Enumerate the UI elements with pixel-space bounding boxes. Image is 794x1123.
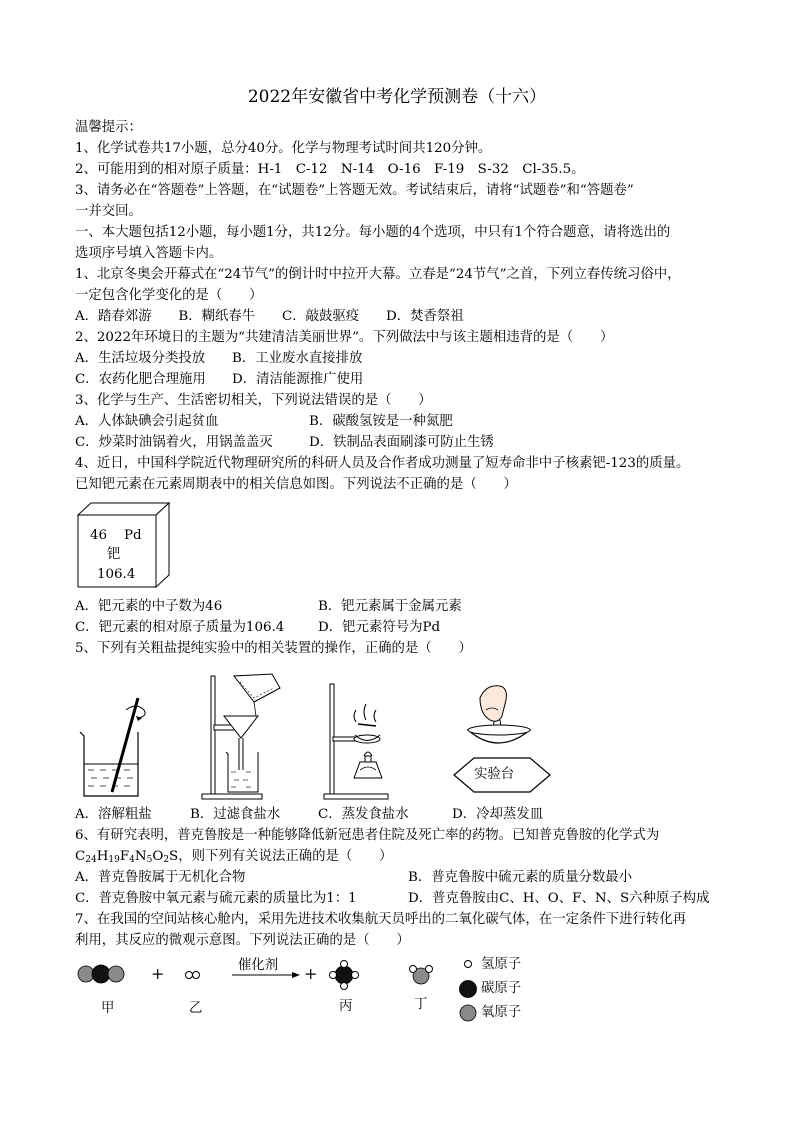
- filtration-figure: [196, 672, 296, 800]
- q2-option-b: B．工业废水直接排放: [232, 351, 363, 366]
- q2-option-a: A．生活垃圾分类投放: [75, 351, 206, 366]
- lab-platform-label: 实验台: [474, 767, 515, 782]
- evaporation-figure: [322, 678, 402, 800]
- q2-option-d: D．清洁能源推广使用: [232, 372, 364, 387]
- q3-stem: 3、化学与生产、生活密切相关，下列说法错误的是（ ）: [75, 393, 432, 408]
- q2-stem: 2、2022年环境日的主题为“共建清洁美丽世界”。下列做法中与该主题相违背的是（ ）: [75, 330, 614, 345]
- section1-instruction: 一、本大题包括12小题，每小题1分，共12分。每小题的4个选项，中只有1个符合题意，请将选出的: [75, 225, 671, 240]
- oxygen-atom-icon: [460, 1005, 476, 1021]
- cooling-dish-figure: [450, 680, 550, 762]
- notice-item-2: 2、可能用到的相对原子质量：H-1 C-12 N-14 O-16 F-19 S-32 Cl-35.5。: [75, 162, 585, 177]
- q5-option-a: A．溶解粗盐: [75, 807, 152, 822]
- hydrogen-atom-icon: [426, 966, 433, 973]
- element-atomic-number: 46: [90, 528, 108, 543]
- dissolving-beaker-figure: [76, 690, 160, 800]
- q4-option-b: B．钯元素属于金属元素: [318, 599, 462, 614]
- water-molecule-figure: [405, 958, 439, 990]
- hydrogen-atom-icon: [341, 983, 348, 990]
- element-symbol: Pd: [124, 528, 142, 543]
- q1-options: A．踏春郊游 B．糊纸春牛 C．敲鼓驱疫 D．焚香祭祖: [75, 309, 464, 324]
- hydrogen-atom-icon: [352, 972, 359, 979]
- q6-option-c: C．普克鲁胺中氧元素与硫元素的质量比为1：1: [75, 891, 357, 906]
- q5-stem: 5、下列有关粗盐提纯实验中的相关装置的操作，正确的是（ ）: [75, 641, 472, 656]
- legend-carbon: 碳原子: [481, 981, 522, 996]
- notice-item-3: 3、请务必在“答题卷”上答题，在“试题卷”上答题无效。考试结束后，请将“试题卷”和“答题卷”: [75, 183, 634, 198]
- q5-option-d: D．冷却蒸发皿: [452, 807, 544, 822]
- q6-stem: 6、有研究表明，普克鲁胺是一种能够降低新冠患者住院及死亡率的药物。已知普克鲁胺的化学式为: [75, 828, 660, 843]
- q6-option-a: A．普克鲁胺属于无机化合物: [75, 870, 246, 885]
- hydrogen-atom-icon: [410, 966, 417, 973]
- hydrogen-atom-icon: [193, 972, 200, 979]
- q4-stem-cont: 已知钯元素在元素周期表中的相关信息如图。下列说法不正确的是（ ）: [75, 477, 517, 492]
- q3-option-b: B．碳酸氢铵是一种氮肥: [309, 414, 453, 429]
- notice-item-1: 1、化学试卷共17小题，总分40分。化学与物理考试时间共120分钟。: [75, 141, 492, 156]
- legend-oxygen: 氧原子: [481, 1005, 522, 1020]
- hydrogen-atom-icon: [465, 961, 472, 968]
- element-name: 钯: [107, 547, 121, 562]
- q4-stem: 4、近日，中国科学院近代物理研究所的科研人员及合作者成功测量了短寿命非中子核素钯-123的质量。: [75, 456, 690, 471]
- atom-legend-icons: [458, 955, 482, 1023]
- carbon-atom-icon: [335, 966, 353, 984]
- q7-stem-cont: 利用，其反应的微观示意图。下列说法正确的是（ ）: [75, 933, 410, 948]
- q3-option-c: C．炒菜时油锅着火，用锅盖盖灭: [75, 435, 273, 450]
- q6-stem-cont: $C_{24}H_{19}F_4N_5O_2S$，则下列有关说法正确的是（ ）: [75, 849, 393, 865]
- carbon-atom-icon: [460, 981, 477, 998]
- q6-stem-tail: ，则下列有关说法正确的是（ ）: [178, 849, 393, 864]
- q4-option-d: D．钯元素符号为Pd: [318, 620, 441, 635]
- q5-option-b: B．过滤食盐水: [190, 807, 281, 822]
- legend-hydrogen: 氢原子: [481, 957, 522, 972]
- q3-option-d: D．铁制品表面刷漆可防止生锈: [309, 435, 494, 450]
- oxygen-atom-icon: [78, 966, 94, 982]
- plus-sign-1: +: [151, 964, 165, 983]
- q6-option-b: B．普克鲁胺中硫元素的质量分数最小: [408, 870, 633, 885]
- section1-instruction-cont: 选项序号填入答题卡内。: [75, 246, 223, 261]
- q5-option-c: C．蒸发食盐水: [318, 807, 409, 822]
- hydrogen-atom-icon: [341, 961, 348, 968]
- q4-option-a: A．钯元素的中子数为46: [75, 599, 223, 614]
- q4-option-c: C．钯元素的相对原子质量为106.4: [75, 620, 285, 635]
- molecule-label-jia: 甲: [101, 1001, 115, 1016]
- molecule-label-bing: 丙: [339, 999, 353, 1014]
- catalyst-label: 催化剂: [238, 958, 279, 973]
- notice-heading: 温馨提示：: [75, 120, 142, 135]
- molecule-label-yi: 乙: [189, 1001, 203, 1016]
- plus-sign-2: +: [304, 964, 318, 983]
- q7-stem: 7、在我国的空间站核心舱内，采用先进技术收集航天员呼出的二氧化碳气体，在一定条件下进行转化再: [75, 912, 687, 927]
- oxygen-atom-icon: [108, 966, 124, 982]
- q2-option-c: C．农药化肥合理施用: [75, 372, 206, 387]
- q6-option-d: D．普克鲁胺由C、H、O、F、N、S六种原子构成: [408, 891, 710, 906]
- notice-item-3-cont: 一并交回。: [75, 204, 142, 219]
- element-atomic-mass: 106.4: [97, 567, 136, 582]
- q1-stem: 1、北京冬奥会开幕式在“24节气”的倒计时中拉开大幕。立春是“24节气”之首，下列立春传统习俗中，: [75, 267, 681, 282]
- q1-stem-cont: 一定包含化学变化的是（ ）: [75, 288, 263, 303]
- hydrogen-atom-icon: [186, 972, 193, 979]
- q3-option-a: A．人体缺碘会引起贫血: [75, 414, 219, 429]
- carbon-atom-icon: [92, 965, 110, 983]
- hydrogen-atom-icon: [330, 972, 337, 979]
- molecule-label-ding: 丁: [414, 997, 428, 1012]
- reaction-diagram: [70, 952, 390, 994]
- page-title: 2022年安徽省中考化学预测卷（十六）: [247, 87, 547, 107]
